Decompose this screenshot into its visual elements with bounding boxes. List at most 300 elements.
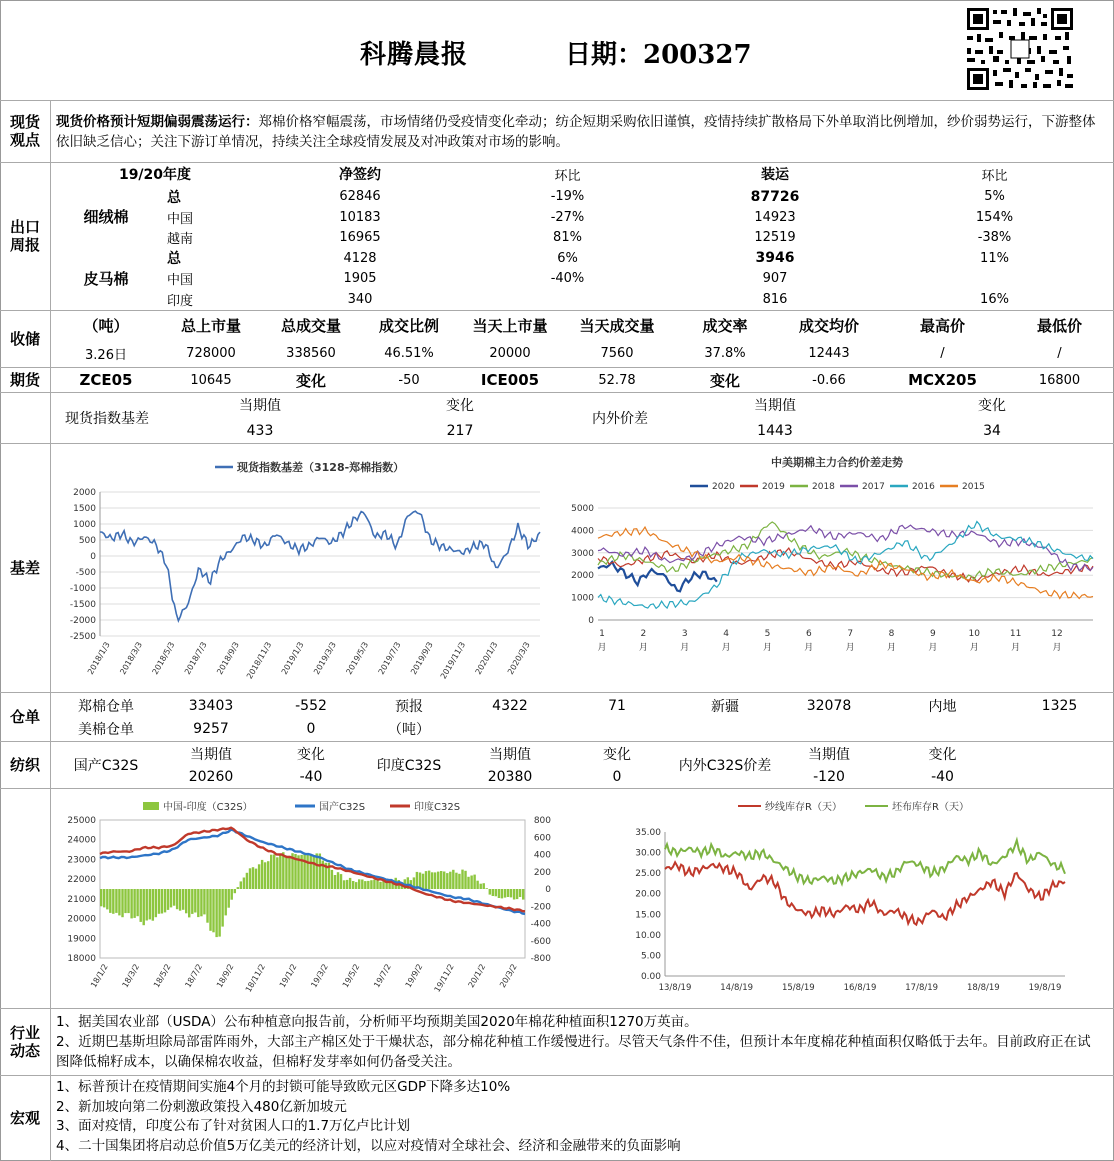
legend-label: 国产C32S [319,802,366,813]
warehouse-cell: 33403 [188,697,234,714]
diff-bar [425,871,427,889]
y2-tick-label: -400 [530,919,551,930]
export-header-ship-chg: 环比 [981,168,1008,184]
diff-bar [182,889,184,910]
diff-bar [149,889,151,919]
diff-bar [276,857,278,889]
futures-cell: 10645 [190,372,232,388]
x-tick-label: 17/8/19 [905,983,939,993]
legend-swatch [143,802,159,810]
diff-bar [273,855,275,890]
storage-value: 338560 [286,345,336,361]
spot-section-label: 现货 观点 [9,113,40,149]
export-row-label: 越南 [167,232,194,247]
legend-label: 中国-印度（C32S） [163,802,253,813]
storage-header: （吨） [83,316,129,335]
diff-bar [161,889,163,914]
diff-bar [200,889,202,916]
x-tick-unit: 月 [762,643,772,653]
storage-header: 最高价 [919,316,965,335]
report-date: 日期：200327 [565,40,752,70]
diff-bar [331,870,333,889]
diff-bar [473,875,475,889]
futures-cell: 16800 [1038,372,1081,388]
export-net-change: -40% [550,271,585,286]
warehouse-cell: 32078 [806,697,852,714]
warehouse-cell: 0 [306,721,316,737]
diff-bar [267,861,269,889]
storage-value: 728000 [186,345,236,361]
macro-item: 4、二十国集团将启动总价值5万亿美元的经济计划，以应对疫情对全球社会、经济和金融带来的负面影响 [56,1137,681,1154]
x-tick-label: 1 [599,629,605,639]
diff-bar [243,878,245,890]
diff-bar [234,889,236,893]
diff-bar [237,887,239,889]
y-tick-label: 1500 [73,504,96,514]
x-tick-label: 18/8/19 [966,983,1000,993]
diff-bar [209,889,211,931]
legend-label: 纱线库存R（天） [765,802,842,813]
x-tick-label: 2020/3/3 [505,640,532,677]
spinning-section-label: 纺织 [9,755,40,774]
x-tick-label: 2019/9/3 [409,640,435,677]
diff-bar [516,889,518,899]
spinning-spread-label: 内外C32S价差 [678,758,772,774]
spinning-value: 20260 [188,768,234,785]
diff-bar [121,889,123,917]
diff-bar [470,876,472,890]
diff-bar [519,889,521,897]
diff-bar [285,856,287,889]
diff-bar [340,874,342,889]
diff-bar [349,878,351,889]
industry-section-label: 行业 动态 [9,1023,40,1060]
report-title: 科腾晨报 [360,40,469,70]
spot-view-paragraph [56,112,1101,152]
x-tick-label: 12 [1051,629,1063,639]
basis-spot-index-label: 现货指数基差 [65,411,149,427]
y-tick-label: 18000 [67,954,96,964]
warehouse-cell: 71 [608,697,626,714]
storage-header: 当天成交量 [579,316,655,335]
legend-label: 现货指数基差（3128-郑棉指数） [237,461,405,474]
basis-spread-change-label: 变化 [978,398,1006,414]
export-row-label: 总 [167,251,181,267]
y-tick-label: 5000 [571,504,594,514]
diff-bar [306,854,308,889]
x-tick-label: 5 [764,629,771,639]
spinning-value: -40 [299,768,323,785]
diff-bar [501,889,503,898]
legend-label: 坯布库存R（天） [892,802,969,813]
diff-bar [522,889,524,900]
basis-spread-change-value: 34 [983,423,1001,439]
diff-bar [188,889,190,917]
basis-change-value: 217 [446,423,474,439]
diff-bar [240,881,242,889]
diff-bar [215,889,217,937]
export-net-value: 62846 [339,189,381,204]
spread-chart [560,450,1105,690]
x-tick-label: 2018/9/3 [215,640,241,677]
diff-bar [461,870,463,889]
export-ship-value: 3946 [755,250,795,266]
diff-bar [164,889,166,912]
export-row-label: 中国 [167,273,194,288]
storage-value: 7560 [600,345,634,361]
export-ship-value: 907 [762,271,788,286]
diff-bar [152,889,154,921]
legend-label: 2020 [712,482,735,492]
y-tick-label: -500 [75,568,96,578]
diff-bar [231,889,233,900]
x-tick-label: 18/11/2 [243,962,268,994]
diff-bar [367,881,369,889]
y-tick-label: 24000 [67,835,96,846]
diff-bar [143,889,145,925]
legend-label: 2015 [962,482,985,492]
export-section-label: 出口 周报 [9,218,40,254]
y-tick-label: 22000 [67,875,96,886]
y-tick-label: 1000 [73,520,96,530]
y-tick-label: 15.00 [635,910,661,921]
diff-bar [106,889,108,909]
diff-bar [437,872,439,889]
spinning-value: 20380 [487,768,533,785]
warehouse-cell: -552 [295,697,327,714]
diff-bar [264,862,266,889]
diff-bar [158,889,160,914]
x-tick-label: 19/8/19 [1028,983,1062,993]
storage-header: 总成交量 [280,316,341,335]
storage-header: 成交率 [702,316,748,335]
x-tick-unit: 月 [597,643,607,653]
spinning-header: 变化 [603,747,631,763]
legend-label: 2019 [762,482,785,492]
y-tick-label: 1000 [571,593,594,604]
y-tick-label: -2000 [69,616,96,626]
futures-cell: 52.78 [598,372,636,388]
storage-value: 46.51% [384,345,434,361]
diff-bar [346,880,348,889]
export-ship-value: 14923 [754,209,796,225]
x-tick-label: 20/3/2 [498,962,519,990]
export-ship-value: 87726 [750,188,800,205]
export-ship-change: 5% [984,189,1005,204]
x-tick-label: 3 [681,629,688,639]
futures-cell: MCX205 [908,371,977,389]
warehouse-cell: 1325 [1041,697,1078,714]
diff-bar [197,889,199,917]
x-tick-label: 10 [968,629,980,639]
diff-bar [206,889,208,923]
diff-bar [337,872,339,889]
diff-bar [422,874,424,889]
diff-bar [507,889,509,897]
diff-bar [252,867,254,889]
x-tick-label: 16/8/19 [843,983,877,993]
y2-tick-label: -600 [530,936,551,947]
diff-bar [212,889,214,932]
diff-bar [261,860,263,889]
export-header-ship: 装运 [761,167,789,183]
x-tick-label: 8 [888,629,895,639]
x-tick-label: 2020/1/3 [473,640,500,677]
basis-change-label: 变化 [446,398,474,414]
diff-bar [428,871,430,889]
diff-bar [282,852,284,889]
y2-tick-label: -200 [530,902,551,913]
diff-bar [173,889,175,906]
spinning-header: 变化 [928,747,957,763]
storage-section-label: 收储 [9,329,40,348]
storage-value: / [1057,345,1062,361]
diff-bar [476,881,478,889]
x-tick-label: 2019/1/3 [279,640,306,677]
spinning-header: 当期值 [808,747,850,763]
export-row-label: 总 [167,189,181,206]
y2-tick-label: 400 [533,850,551,861]
diff-bar [480,884,482,889]
diff-bar [279,854,281,889]
diff-bar [179,889,181,911]
y-tick-label: 4000 [571,526,594,537]
warehouse-cell: 内地 [928,698,957,715]
x-tick-label: 2019/11/3 [438,640,468,681]
warehouse-section-label: 仓单 [9,707,40,726]
x-tick-label: 2018/11/3 [244,640,274,681]
diff-bar [167,889,169,910]
diff-bar [452,870,454,889]
inventory-chart [625,795,1085,1005]
diff-bar [343,880,345,889]
export-ship-value: 816 [762,291,788,307]
macro-news [56,1078,1104,1156]
macro-item: 1、标普预计在疫情期间实施4个月的封锁可能导致欧元区GDP下降多达10% [56,1079,511,1095]
x-tick-label: 19/9/2 [403,962,425,990]
y-tick-label: 25000 [67,816,96,826]
y-tick-label: 0 [588,616,594,626]
legend-label: 2018 [812,482,835,492]
x-tick-unit: 月 [1052,643,1062,653]
x-tick-label: 18/3/2 [120,962,142,990]
x-tick-unit: 月 [928,643,938,653]
diff-bar [103,889,105,907]
storage-header: 最低价 [1036,316,1082,335]
x-tick-label: 13/8/19 [658,983,692,993]
export-ship-change: -38% [977,230,1012,245]
x-tick-label: 19/1/2 [277,962,299,990]
y2-tick-label: 0 [545,885,551,895]
futures-section-label: 期货 [9,370,40,389]
y2-tick-label: -800 [530,954,551,964]
diff-bar [109,889,111,913]
y-tick-label: 500 [78,536,96,546]
diff-bar [133,889,135,918]
export-ship-value: 12519 [754,230,796,245]
spinning-header: 当期值 [489,747,531,763]
spot-view-text: 郑棉价格窄幅震荡，市场情绪仍受疫情变化牵动；纺企短期采购依旧谨慎，疫情持续扩散格局下外单取消比例增加，纱价弱势运行，下游整体依旧缺乏信心；关注下游订单情况，持续关注全球疫情发展及对冲政策对市场的影响。 [56,114,1096,150]
x-tick-label: 2018/5/3 [150,640,177,677]
export-ship-change: 11% [980,250,1009,266]
diff-bar [431,872,433,889]
storage-header: 成交比例 [378,316,439,335]
y2-tick-label: 800 [533,816,551,826]
export-net-change: -27% [550,209,585,225]
y2-tick-label: 600 [533,833,551,844]
legend-label: 印度C32S [414,802,461,813]
export-ship-change [875,268,1114,289]
macro-item: 3、面对疫情，印度公布了针对贫困人口的1.7万亿卢比计划 [56,1118,411,1134]
x-tick-unit: 月 [1011,643,1021,653]
y-tick-label: 30.00 [635,848,661,859]
diff-bar [434,872,436,889]
x-tick-unit: 月 [845,643,855,653]
storage-header: 当天上市量 [472,316,548,335]
diff-bar [194,889,196,913]
x-tick-label: 2018/1/3 [85,640,112,677]
warehouse-cell: 4322 [492,697,528,714]
export-net-change: 6% [557,250,578,266]
series-line-2017 [598,525,1093,571]
x-tick-label: 9 [930,629,936,639]
diff-bar [246,873,248,889]
diff-bar [446,873,448,889]
x-tick-label: 18/1/2 [89,962,110,990]
y-tick-label: -1000 [69,584,96,594]
diff-bar [221,889,223,927]
export-net-value: 4128 [343,250,377,266]
futures-cell: 变化 [709,371,740,390]
diff-bar [440,871,442,889]
diff-bar [155,889,157,917]
y-tick-label: 20000 [67,914,96,925]
y-tick-label: 21000 [67,894,96,905]
legend-label: 2016 [912,482,935,492]
futures-cell: ZCE05 [79,371,133,389]
industry-item: 2、近期巴基斯坦除局部雷阵雨外，大部主产棉区处于干燥状态，部分棉花种植工作缓慢进行。尽管天气条件不佳，但预计本年度棉花种植面积仅略低于去年。目前政府正在试图降低棉籽成本，以确保棉农收益，但棉籽发芽率如何仍备受关注。 [56,1034,1091,1070]
industry-item: 1、据美国农业部（USDA）公布种植意向报告前，分析师平均预期美国2020年棉花种植面积1270万英亩。 [56,1014,698,1030]
spinning-header: 变化 [297,747,325,763]
diff-bar [288,856,290,889]
x-tick-label: 2019/7/3 [376,640,403,677]
y-tick-label: -1500 [69,600,96,610]
x-tick-label: 7 [847,629,854,639]
diff-bar [355,882,357,889]
spinning-header: 当期值 [190,747,232,763]
diff-bar [225,889,227,915]
warehouse-cell: 美棉仓单 [78,722,134,738]
y-tick-label: 25.00 [635,869,661,880]
futures-cell: -0.66 [812,372,846,388]
diff-bar [370,880,372,889]
y-tick-label: 0 [90,552,96,562]
y-tick-label: 3000 [571,548,594,559]
diff-bar [170,889,172,907]
series-line [665,840,1065,884]
export-row-label: 中国 [167,211,194,227]
futures-cell: ICE005 [480,371,540,389]
x-tick-label: 6 [805,629,812,639]
y-tick-label: 19000 [67,934,96,945]
diff-bar [495,889,497,896]
futures-cell: 变化 [295,371,326,390]
diff-bar [449,872,451,889]
export-net-value: 340 [347,291,373,307]
diff-bar [467,877,469,889]
diff-bar [313,856,315,889]
y-tick-label: 10.00 [635,930,661,941]
warehouse-cell: 郑棉仓单 [78,698,134,715]
x-tick-unit: 月 [638,643,648,653]
warehouse-cell: 9257 [193,721,229,737]
y-tick-label: 5.00 [640,951,661,962]
warehouse-cell: （吨） [388,722,430,738]
basis-spread-label: 内外价差 [592,411,648,427]
y-tick-label: 23000 [67,855,96,866]
export-header-season: 19/20年度 [118,167,192,183]
diff-bar [249,868,251,889]
chart-title: 中美期棉主力合约价差走势 [771,456,903,469]
diff-bar [334,875,336,889]
warehouse-cell: 预报 [395,698,423,715]
futures-cell: -50 [398,372,420,388]
x-tick-label: 2019/5/3 [344,640,371,677]
diff-bar [127,889,129,913]
basis-spread-current-value: 1443 [757,423,793,439]
diff-bar [118,889,120,915]
x-tick-label: 18/5/2 [151,962,173,990]
diff-bar [100,889,102,906]
diff-bar [146,889,148,921]
x-tick-label: 19/7/2 [372,962,393,990]
diff-bar [176,889,178,909]
diff-bar [310,855,312,889]
yarn-price-chart [55,795,575,1005]
macro-section-label: 宏观 [9,1109,40,1127]
storage-value: 12443 [808,345,850,361]
spinning-value: 0 [612,768,622,785]
diff-bar [130,889,132,918]
basis-spread-current-label: 当期值 [754,398,796,414]
x-tick-label: 2 [640,629,647,639]
export-net-change [460,289,675,310]
diff-bar [464,871,466,889]
warehouse-cell: 新疆 [711,698,739,715]
diff-bar [379,882,381,889]
basis-current-label: 当期值 [239,398,281,414]
x-tick-label: 11 [1009,629,1022,639]
series-line-2016 [598,522,1093,609]
diff-bar [364,881,366,889]
diff-bar [492,889,494,896]
diff-bar [140,889,142,922]
x-tick-label: 2019/3/3 [312,640,338,677]
basis-index-chart [55,450,550,690]
storage-value: 3.26日 [85,347,127,363]
macro-item: 2、新加坡向第二份刺激政策投入480亿新加坡元 [56,1098,347,1115]
diff-bar [483,883,485,889]
export-net-value: 10183 [339,209,381,225]
diff-bar [443,872,445,890]
diff-bar [124,889,126,913]
qr-code-icon [963,6,1077,92]
export-header-net: 净签约 [339,167,381,183]
diff-bar [513,889,515,900]
diff-bar [316,853,318,889]
x-tick-unit: 月 [721,643,731,653]
diff-bar [376,880,378,889]
